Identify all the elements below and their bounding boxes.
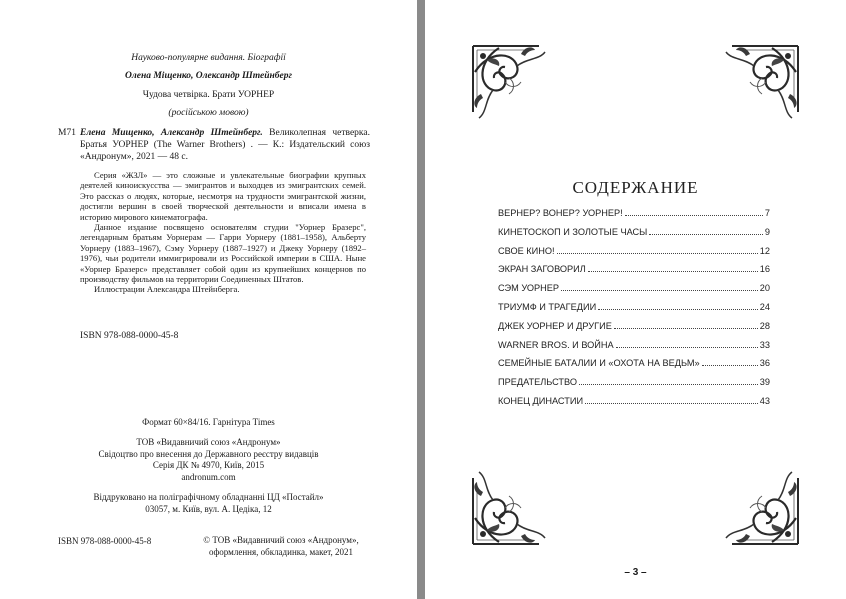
series-line: Науково-популярне видання. Біографії	[131, 53, 286, 63]
toc-entry-page: 24	[759, 301, 770, 312]
page-number: – 3 –	[624, 567, 647, 578]
publisher-line: Свідоцтво про внесення до Державного реєстру видавців	[98, 448, 319, 459]
annotation-paragraph: Серия «ЖЗЛ» — это сложные и увлекательные биографии крупных деятелей киноискусства — эмигрантов и выходцев из эмигрантских семей. Это рассказ о людях, которые, несмотря на трудности эмигрантской жизни, достигли вершин в своей творческой деятельности и вписали имена в историю мирового кинематографа.	[80, 170, 366, 222]
toc-entry[interactable]	[498, 227, 770, 246]
toc-entry-page: 33	[759, 339, 770, 350]
toc-entry[interactable]	[498, 246, 770, 265]
toc-entry[interactable]	[498, 377, 770, 396]
toc-entry-title: ВЕРНЕР? ВОНЕР? УОРНЕР!	[498, 208, 623, 218]
authors-line: Олена Міщенко, Олександр Штейнберг	[125, 71, 292, 81]
printer-line: 03057, м. Київ, вул. А. Цедіка, 12	[145, 503, 272, 514]
catalog-entry	[80, 127, 370, 163]
toc-entry-title: СВОЕ КИНО!	[498, 245, 555, 256]
toc-leader	[649, 234, 763, 235]
format-line: Формат 60×84/16. Гарнітура Times	[142, 417, 275, 427]
annotation	[80, 170, 366, 295]
ornament-top-left-icon	[469, 42, 559, 132]
toc-leader	[561, 290, 758, 291]
page-gutter	[417, 0, 425, 599]
toc-leader	[616, 347, 758, 348]
ornament-bottom-right-icon	[712, 458, 802, 548]
isbn-bottom: ISBN 978-088-0000-45-8	[58, 536, 152, 546]
toc-entry-page: 12	[759, 245, 770, 256]
publisher-line: Серія ДК № 4970, Київ, 2015	[152, 460, 265, 470]
toc-entry[interactable]	[498, 396, 770, 415]
toc-leader	[588, 271, 758, 272]
toc-leader	[579, 384, 758, 385]
book-title-line: Чудова четвірка. Брати УОРНЕР	[142, 90, 275, 100]
table-of-contents	[498, 208, 770, 415]
printer-line: Віддруковано на поліграфічному обладнанні ЦД «Постайл»	[93, 492, 324, 502]
toc-entry[interactable]	[498, 302, 770, 321]
toc-entry-title: КИНЕТОСКОП И ЗОЛОТЫЕ ЧАСЫ	[498, 226, 648, 237]
toc-entry-title: ДЖЕК УОРНЕР И ДРУГИЕ	[498, 320, 612, 331]
catalog-code: М71	[58, 128, 76, 138]
toc-leader	[585, 403, 758, 404]
copyright-line: © ТОВ «Видавничий союз «Андронум»,	[203, 535, 359, 545]
ornament-top-right-icon	[712, 42, 802, 132]
left-page	[0, 0, 417, 599]
toc-entry-title: ЭКРАН ЗАГОВОРИЛ	[498, 264, 586, 275]
toc-entry[interactable]	[498, 358, 770, 377]
catalog-authors: Елена Мищенко, Александр Штейнберг.	[80, 128, 263, 138]
copyright-line: оформлення, обкладинка, макет, 2021	[208, 546, 354, 557]
publisher-line: andronum.com	[181, 471, 236, 482]
toc-entry-title: КОНЕЦ ДИНАСТИИ	[498, 395, 584, 406]
toc-leader	[598, 309, 758, 310]
toc-entry-page: 39	[759, 377, 770, 388]
isbn-top: ISBN 978-088-0000-45-8	[80, 331, 179, 341]
toc-leader	[614, 328, 758, 329]
publisher-block	[40, 437, 377, 483]
toc-entry-title: СЕМЕЙНЫЕ БАТАЛИИ И «ОХОТА НА ВЕДЬМ»	[498, 358, 700, 369]
toc-entry-title: WARNER BROS. И ВОЙНА	[498, 339, 614, 350]
copyright-block	[196, 535, 366, 558]
toc-leader	[625, 215, 763, 216]
toc-entry[interactable]	[498, 340, 770, 359]
annotation-paragraph: Данное издание посвящено основателям студии "Уорнер Бразерс", легендарным братьям Уорнерам — Гарри Уорнеру (1881–1958), Альберту Уорнеру (1883–1967), Сэму Уорнеру (1887–1927) и Джеку Уорнеру (1892–1976), чьи родители иммигрировали из Российской империи в США. Ныне «Уорнер Бразерс» представляет собой один из крупнейших концернов по производству фильмов на территории Соединенных Штатов.	[80, 222, 366, 285]
ornament-bottom-left-icon	[469, 458, 559, 548]
toc-leader	[557, 253, 758, 254]
toc-entry-page: 36	[759, 358, 770, 369]
catalog-description: Великолепная четверка. Братья УОРНЕР (The Warner Brothers) . — К.: Издательский союз «Андронум», 2021 — 48 с.	[80, 128, 370, 162]
toc-entry-page: 20	[759, 283, 770, 294]
toc-entry-title: ТРИУМФ И ТРАГЕДИИ	[498, 301, 597, 312]
toc-entry-page: 16	[759, 264, 770, 275]
printer-block	[40, 492, 377, 515]
toc-title: СОДЕРЖАНИЕ	[572, 178, 699, 197]
toc-entry-title: СЭМ УОРНЕР	[498, 283, 560, 294]
toc-leader	[702, 365, 758, 366]
toc-entry-page: 7	[764, 208, 770, 218]
publisher-line: ТОВ «Видавничий союз «Андронум»	[136, 437, 281, 447]
toc-entry-page: 28	[759, 320, 770, 331]
toc-entry-page: 43	[759, 395, 770, 406]
language-line: (російською мовою)	[168, 108, 249, 118]
toc-entry[interactable]	[498, 321, 770, 340]
toc-entry-page: 9	[764, 226, 770, 237]
toc-entry[interactable]	[498, 264, 770, 283]
right-page	[425, 0, 846, 599]
toc-entry-title: ПРЕДАТЕЛЬСТВО	[498, 377, 577, 388]
toc-entry[interactable]	[498, 283, 770, 302]
toc-entry[interactable]	[498, 208, 770, 227]
annotation-paragraph: Иллюстрации Александра Штейнберга.	[94, 284, 240, 295]
